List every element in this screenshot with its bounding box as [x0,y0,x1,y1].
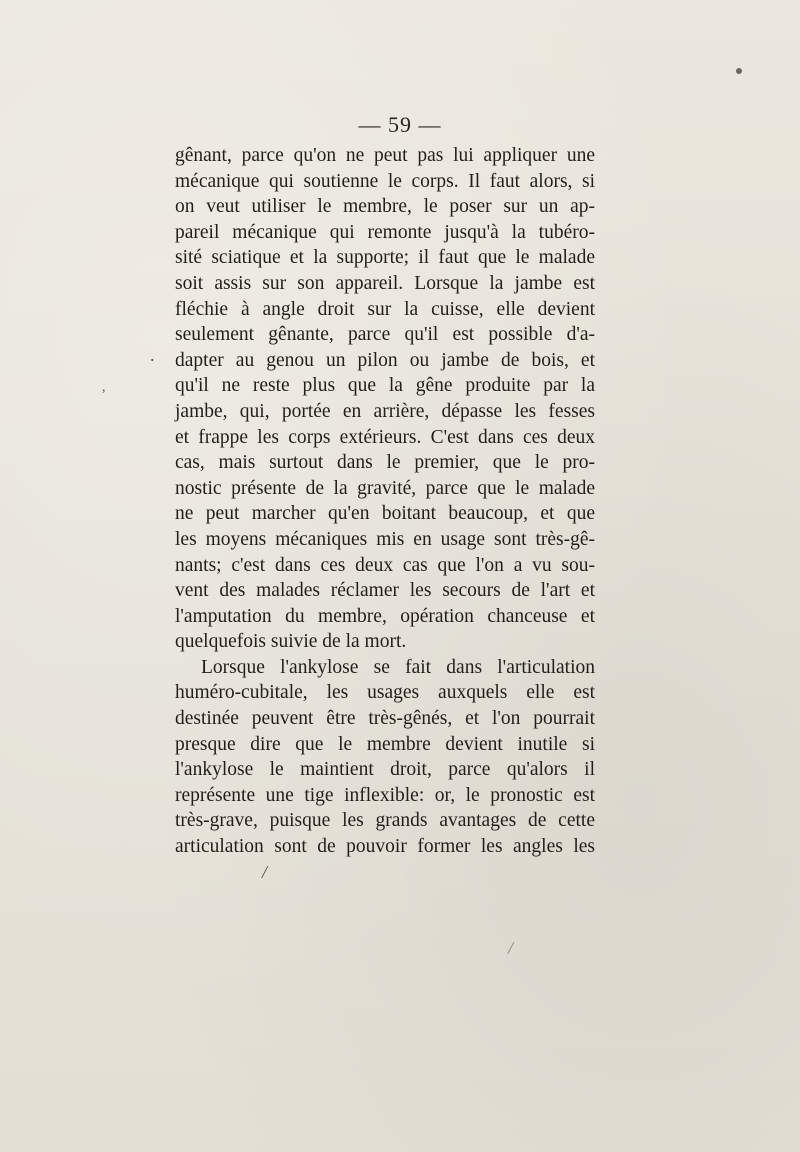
text-line: mécanique qui soutienne le corps. Il faut alors, si [175,170,595,192]
page-number: — 59 — [358,112,442,137]
text-line: nostic présente de la gravité, parce que le malade [175,477,595,499]
text-line: et frappe les corps extérieurs. C'est dans ces deux [175,426,595,448]
text-line: très-grave, puisque les grands avantages de cette [175,810,595,832]
margin-dot-mark: . [150,345,155,365]
text-line: les moyens mécaniques mis en usage sont très-gê- [175,528,595,550]
text-line: on veut utiliser le membre, le poser sur un ap- [175,196,595,218]
text-line: ne peut marcher qu'en boitant beaucoup, et que [175,503,595,525]
text-line: l'amputation du membre, opération chanceuse et [175,605,595,627]
text-line: vent des malades réclamer les secours de l'art et [175,580,595,602]
margin-comma-mark: , [102,380,106,395]
text-line: dapter au genou un pilon ou jambe de bois, et [175,349,595,371]
text-line: pareil mécanique qui remonte jusqu'à la tubéro- [175,221,595,243]
body-text [175,143,595,860]
text-line: articulation sont de pouvoir former les angles les [175,836,595,858]
text-line: nants; c'est dans ces deux cas que l'on a vu sou- [175,554,595,576]
text-line: sité sciatique et la supporte; il faut que le malade [175,247,595,269]
text-line: l'ankylose le maintient droit, parce qu'alors il [175,759,595,781]
text-line: seulement gênante, parce qu'il est possible d'a- [175,324,595,346]
text-line: représente une tige inflexible: or, le pronostic est [175,784,595,806]
text-line: gênant, parce qu'on ne peut pas lui appliquer une [175,145,595,166]
text-line: soit assis sur son appareil. Lorsque la jambe est [175,272,595,294]
text-line: qu'il ne reste plus que la gêne produite par la [175,375,595,397]
text-line: presque dire que le membre devient inutile si [175,733,595,755]
paragraph-end-line: quelquefois suivie de la mort. [175,631,407,653]
text-line: cas, mais surtout dans le premier, que le pro- [175,452,595,474]
text-line: huméro-cubitale, les usages auxquels elle est [175,682,595,704]
text-line: jambe, qui, portée en arrière, dépasse les fesses [175,400,595,422]
text-line: destinée peuvent être très-gênés, et l'on pourrait [175,708,595,730]
paragraph-start-line: Lorsque l'ankylose se fait dans l'articulation [201,656,595,678]
corner-ink-spot [736,68,742,74]
text-line: fléchie à angle droit sur la cuisse, elle devient [175,298,595,320]
bottom-stroke-mark: / [262,862,268,882]
bottom-stroke-mark-faint: / [508,938,514,958]
